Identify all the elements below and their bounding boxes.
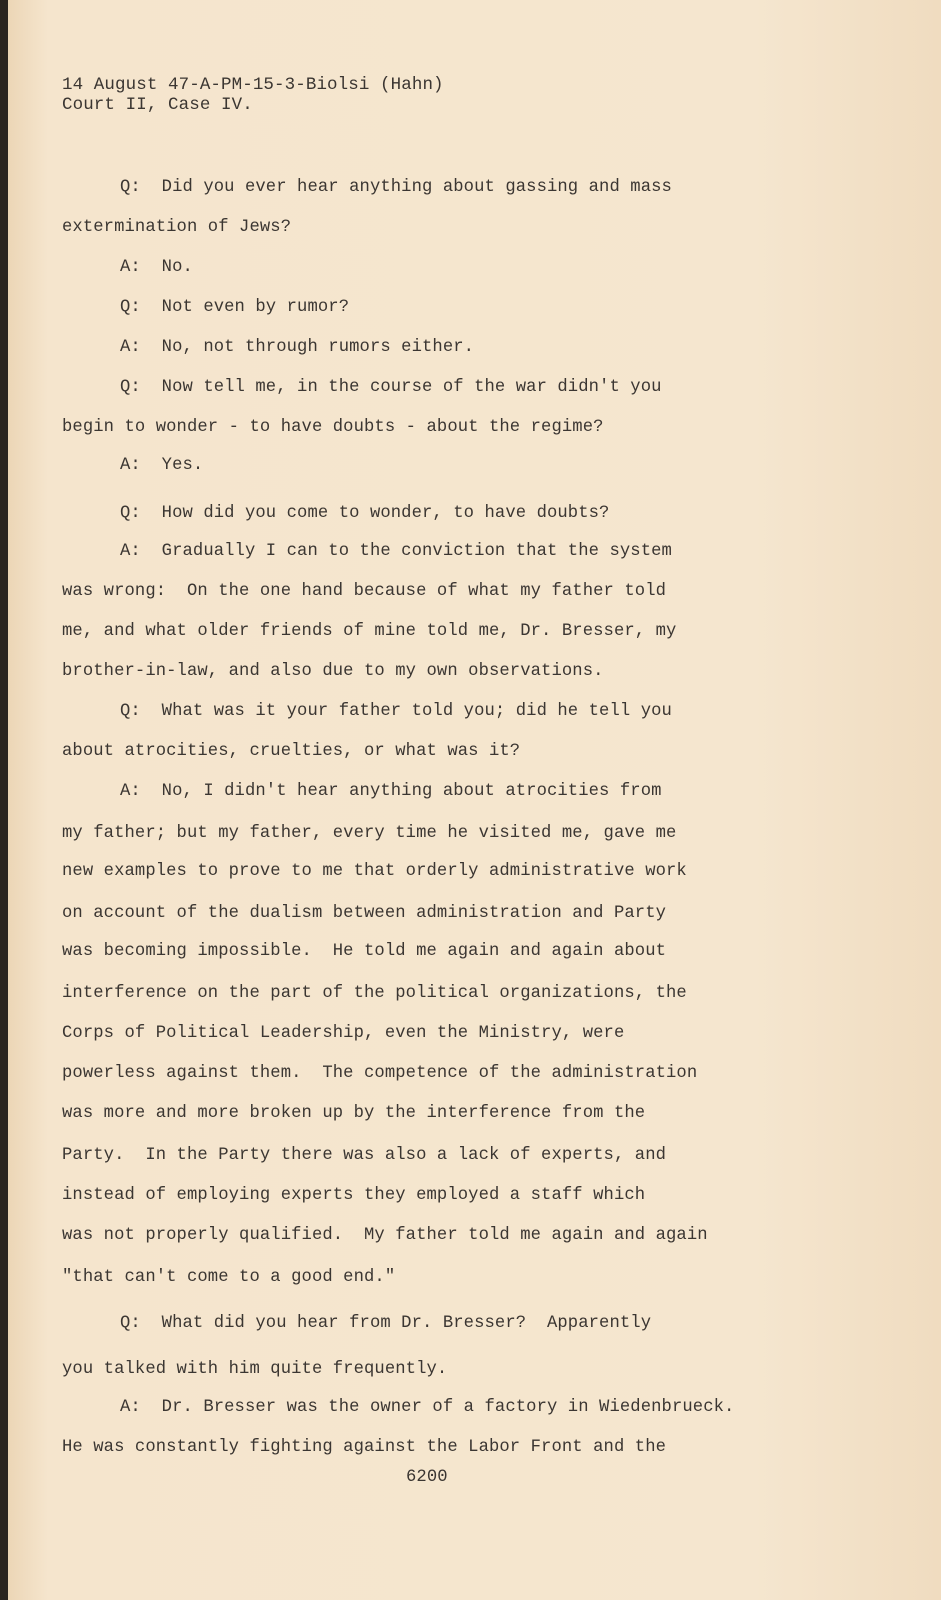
- text-line: A: No, I didn't hear anything about atrocities from: [120, 782, 662, 801]
- text-line: Q: Did you ever hear anything about gassing and mass: [120, 178, 672, 197]
- text-line: Q: What did you hear from Dr. Bresser? Apparently: [120, 1314, 652, 1333]
- text-line: "that can't come to a good end.": [62, 1268, 396, 1287]
- text-line: Q: What was it your father told you; did he tell you: [120, 702, 672, 721]
- text-line: A: No, not through rumors either.: [120, 338, 475, 357]
- text-line: on account of the dualism between administration and Party: [62, 904, 667, 923]
- text-line: my father; but my father, every time he visited me, gave me: [62, 824, 677, 843]
- text-line: instead of employing experts they employed a staff which: [62, 1186, 646, 1205]
- text-line: He was constantly fighting against the Labor Front and the: [62, 1438, 667, 1457]
- text-line: interference on the part of the political organizations, the: [62, 984, 687, 1003]
- text-line: extermination of Jews?: [62, 218, 292, 237]
- text-line: me, and what older friends of mine told me, Dr. Bresser, my: [62, 622, 677, 641]
- text-line: A: Gradually I can to the conviction that the system: [120, 542, 672, 561]
- text-line: Q: Now tell me, in the course of the war didn't you: [120, 378, 662, 397]
- text-line: Q: Not even by rumor?: [120, 298, 350, 317]
- text-line: A: Dr. Bresser was the owner of a factory in Wiedenbrueck.: [120, 1398, 735, 1417]
- text-line: was becoming impossible. He told me again and again about: [62, 942, 667, 961]
- page-edge-shadow: [0, 0, 8, 1600]
- page-number: 6200: [406, 1468, 448, 1487]
- text-line: Q: How did you come to wonder, to have doubts?: [120, 504, 610, 523]
- text-line: about atrocities, cruelties, or what was it?: [62, 742, 521, 761]
- text-line: begin to wonder - to have doubts - about the regime?: [62, 418, 604, 437]
- text-line: brother-in-law, and also due to my own observations.: [62, 662, 604, 681]
- text-line: powerless against them. The competence of the administration: [62, 1064, 698, 1083]
- text-line: A: No.: [120, 258, 193, 277]
- text-line: A: Yes.: [120, 456, 204, 475]
- text-line: Corps of Political Leadership, even the Ministry, were: [62, 1024, 625, 1043]
- text-line: was more and more broken up by the interference from the: [62, 1104, 646, 1123]
- document-page: [8, 0, 941, 1600]
- header-line-2: Court II, Case IV.: [62, 95, 253, 115]
- text-line: was not properly qualified. My father told me again and again: [62, 1226, 708, 1245]
- text-line: you talked with him quite frequently.: [62, 1360, 448, 1379]
- text-line: Party. In the Party there was also a lack of experts, and: [62, 1146, 667, 1165]
- header-line-1: 14 August 47-A-PM-15-3-Biolsi (Hahn): [62, 75, 444, 95]
- text-line: was wrong: On the one hand because of what my father told: [62, 582, 667, 601]
- text-line: new examples to prove to me that orderly administrative work: [62, 862, 687, 881]
